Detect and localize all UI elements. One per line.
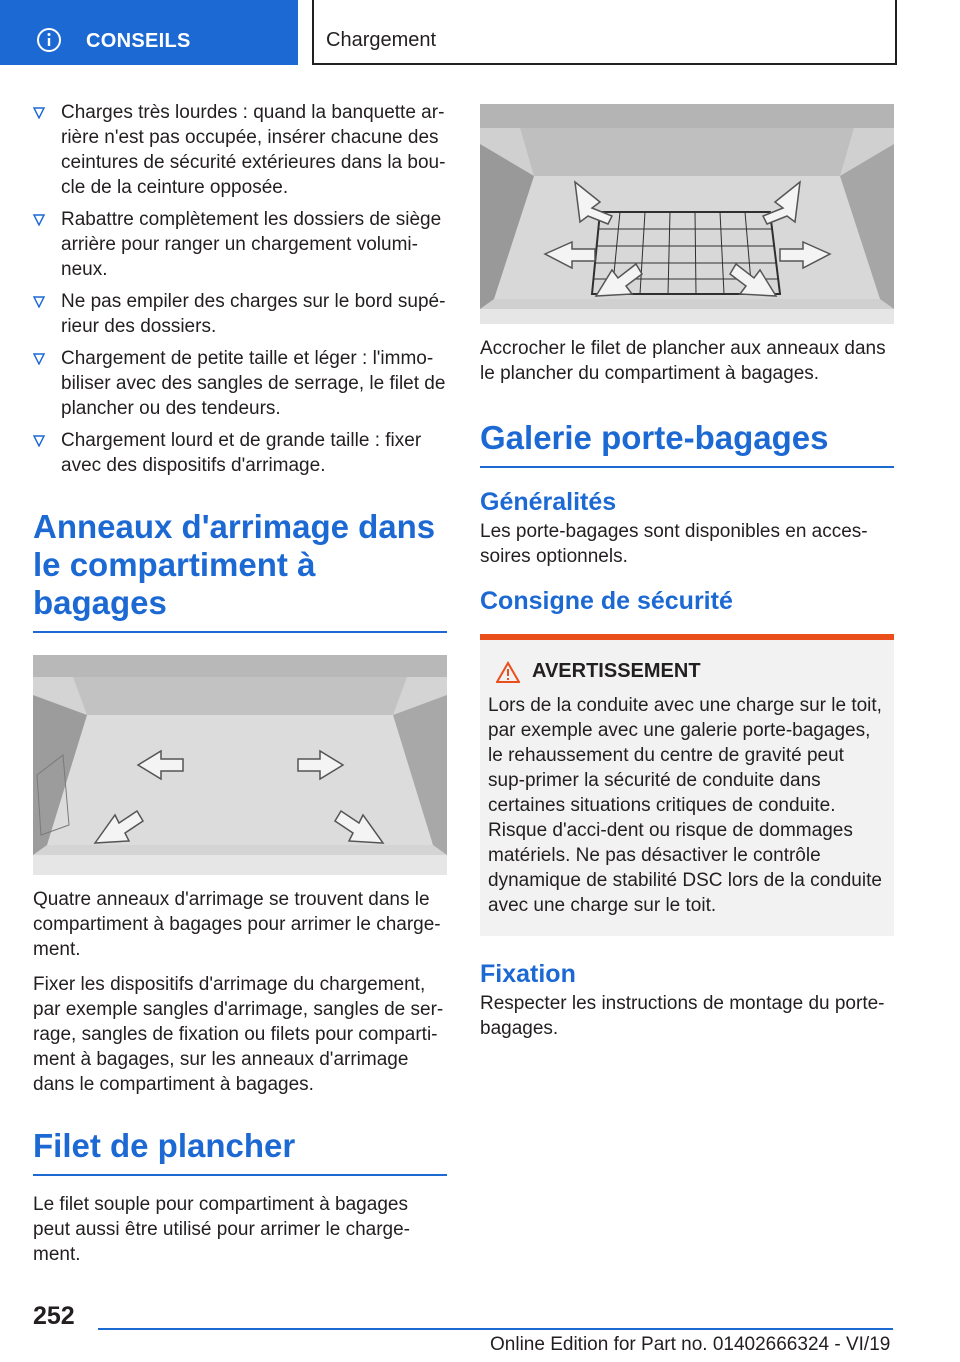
bullet-triangle-icon [33, 107, 45, 119]
subheading-fixation: Fixation [480, 960, 576, 988]
anneaux-paragraph-1: Quatre anneaux d'arrimage se trouvent dans le compartiment à bagages pour arrimer le charge-ment. [33, 889, 441, 960]
list-item [33, 100, 447, 200]
subheading-consigne: Consigne de sécurité [480, 587, 733, 615]
bullet-text: Chargement lourd et de grande taille : fixer avec des dispositifs d'arrimage. [61, 430, 422, 476]
list-item [33, 346, 447, 421]
bullet-text: Ne pas empiler des charges sur le bord supé-rieur des dossiers. [61, 291, 446, 337]
bullet-text: Chargement de petite taille et léger : l'immo-biliser avec des sangles de serrage, le filet de plancher ou des tendeurs. [61, 348, 446, 419]
section-title-filet: Filet de plancher [33, 1127, 447, 1176]
bullet-text: Rabattre complètement les dossiers de siège arrière pour ranger un chargement volumi-neux. [61, 209, 442, 280]
footer-divider [98, 1328, 893, 1330]
generalites-paragraph: Les porte-bagages sont disponibles en acces-soires optionnels. [480, 521, 868, 567]
warning-label: AVERTISSEMENT [532, 660, 701, 682]
page-number: 252 [33, 1302, 75, 1330]
bullet-text: Charges très lourdes : quand la banquette ar-rière n'est pas occupée, insérer chacune des ceintures de sécurité extérieures dans la bou-cle de la ceinture opposée. [61, 102, 446, 198]
bullet-triangle-icon [33, 214, 45, 226]
fixation-paragraph: Respecter les instructions de montage du porte-bagages. [480, 993, 885, 1039]
warning-text: Lors de la conduite avec une charge sur le toit, par exemple avec une galerie porte-bagages, le rehaussement du centre de gravité peut sup-primer la sécurité de conduite dans certaines situations critiques de conduite. Risque d'acci-dent ou risque de dommages matériels. Ne pas désactiver le contrôle dynamique de stabilité DSC lors de la conduite avec une charge sur le toit. [488, 695, 882, 916]
bullet-list [33, 100, 447, 478]
anneaux-paragraph-2: Fixer les dispositifs d'arrimage du chargement, par exemple sangles d'arrimage, sangles de ser-rage, sangles de fixation ou filets pour comparti-ment à bagages, sur les anneaux d'arrimage dans le compartiment à bagages. [33, 974, 444, 1095]
bullet-triangle-icon [33, 353, 45, 365]
section-title-galerie: Galerie porte-bagages [480, 419, 894, 468]
list-item [33, 289, 447, 339]
bullet-triangle-icon [33, 435, 45, 447]
right-column [480, 104, 894, 1041]
left-column [33, 100, 447, 1267]
warning-header [496, 660, 886, 683]
trunk-photo-floor-net [480, 104, 894, 324]
warning-triangle-icon [496, 661, 520, 683]
list-item [33, 207, 447, 282]
header-tab[interactable] [0, 0, 298, 65]
trunk-photo-tie-down-rings [33, 655, 447, 875]
edition-note: Online Edition for Part no. 01402666324 - VI/19 [490, 1334, 891, 1355]
list-item [33, 428, 447, 478]
bullet-triangle-icon [33, 296, 45, 308]
tab-label: CONSEILS [86, 30, 191, 52]
filet-paragraph: Le filet souple pour compartiment à bagages peut aussi être utilisé pour arrimer le charge-ment. [33, 1194, 411, 1265]
info-icon [36, 27, 62, 58]
filet-image-caption: Accrocher le filet de plancher aux anneaux dans le plancher du compartiment à bagages. [480, 338, 886, 384]
section-header [312, 0, 897, 65]
section-title-anneaux: Anneaux d'arrimage dans le compartiment à bagages [33, 508, 447, 633]
subheading-generalites: Généralités [480, 488, 617, 516]
warning-box [480, 634, 894, 936]
section-title: Chargement [326, 29, 437, 51]
